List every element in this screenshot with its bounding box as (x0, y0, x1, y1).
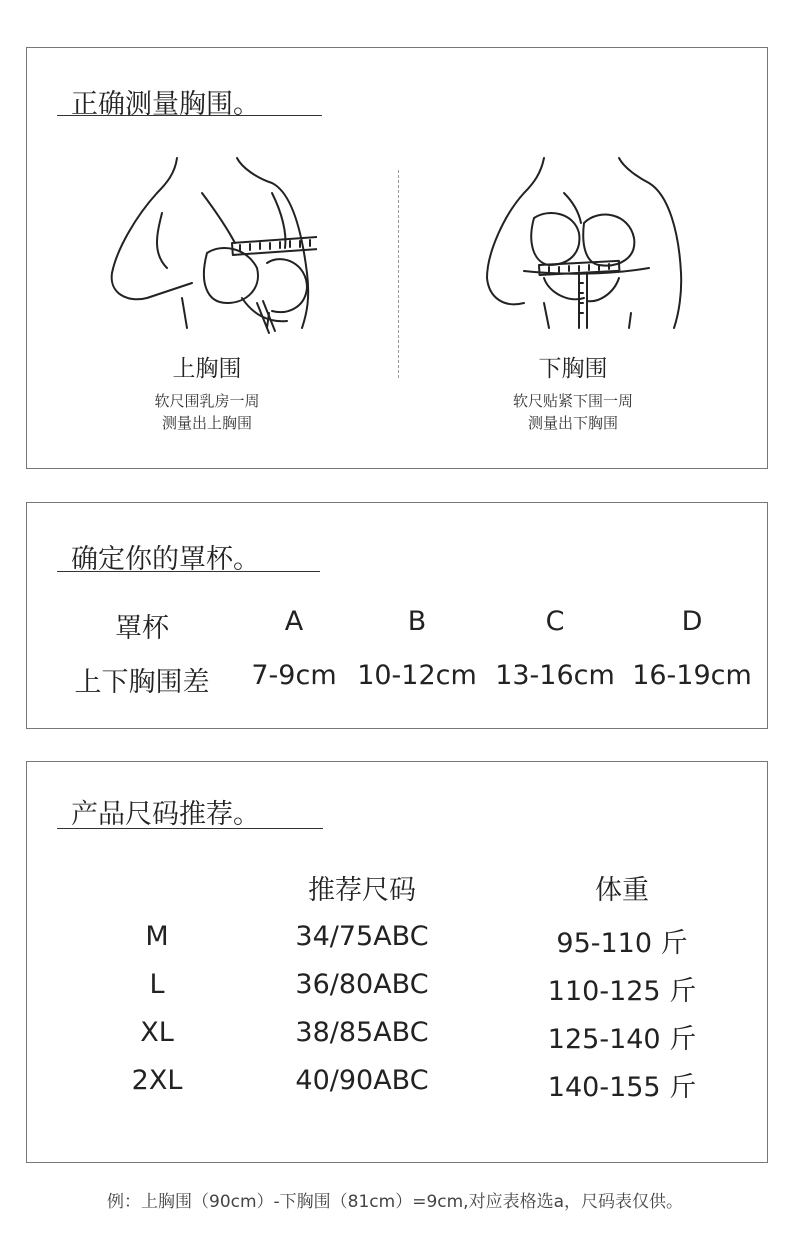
cup-header-b: B (407, 606, 427, 637)
measure-title: 正确测量胸围。 (71, 89, 260, 120)
under-bust-desc-line1: 软尺贴紧下围一周 (512, 392, 633, 410)
size-header-recommended: 推荐尺码 (308, 875, 416, 906)
upper-bust-desc (107, 390, 307, 434)
size-row-xl-size: XL (140, 1017, 174, 1048)
title-underline (57, 571, 320, 572)
upper-bust-illustration-icon (107, 153, 317, 338)
under-bust-desc (473, 390, 673, 434)
size-row-2xl-weight: 140-155 斤 (547, 1072, 697, 1103)
size-row-2xl-rec: 40/90ABC (295, 1065, 429, 1096)
size-row-m-weight: 95-110 斤 (556, 928, 688, 959)
size-row-l-rec: 36/80ABC (295, 969, 429, 1000)
size-row-l-size: L (149, 969, 165, 1000)
upper-bust-label: 上胸围 (172, 356, 242, 382)
under-bust-illustration-icon (479, 153, 689, 338)
title-underline (57, 115, 322, 116)
size-row-l-weight: 110-125 斤 (547, 976, 697, 1007)
cup-diff-c: 13-16cm (495, 660, 615, 691)
upper-bust-desc-line2: 测量出上胸围 (161, 414, 252, 432)
footnote: 例：上胸围（90cm）-下胸围（81cm）=9cm,对应表格选a，尺码表仅供。 (107, 1192, 683, 1212)
cup-header-d: D (681, 606, 703, 637)
size-row-m-rec: 34/75ABC (295, 921, 429, 952)
size-row-m-size: M (145, 921, 169, 952)
cup-header-c: C (545, 606, 565, 637)
cup-diff-d: 16-19cm (632, 660, 752, 691)
cup-diff-b: 10-12cm (357, 660, 477, 691)
under-bust-desc-line2: 测量出下胸围 (527, 414, 618, 432)
cup-header-a: A (284, 606, 304, 637)
size-row-xl-rec: 38/85ABC (295, 1017, 429, 1048)
cup-diff-label: 上下胸围差 (74, 667, 210, 698)
cup-title: 确定你的罩杯。 (71, 544, 260, 575)
under-bust-label: 下胸围 (538, 356, 608, 382)
upper-bust-desc-line1: 软尺围乳房一周 (154, 392, 260, 410)
cup-card (26, 502, 768, 729)
measure-card (26, 47, 768, 469)
size-header-weight: 体重 (595, 875, 649, 906)
cup-diff-a: 7-9cm (251, 660, 337, 691)
size-card (26, 761, 768, 1163)
title-underline (57, 828, 323, 829)
center-divider (398, 170, 399, 378)
size-row-xl-weight: 125-140 斤 (547, 1024, 697, 1055)
size-title: 产品尺码推荐。 (71, 799, 260, 830)
size-row-2xl-size: 2XL (131, 1065, 183, 1096)
cup-header-label: 罩杯 (115, 613, 169, 644)
